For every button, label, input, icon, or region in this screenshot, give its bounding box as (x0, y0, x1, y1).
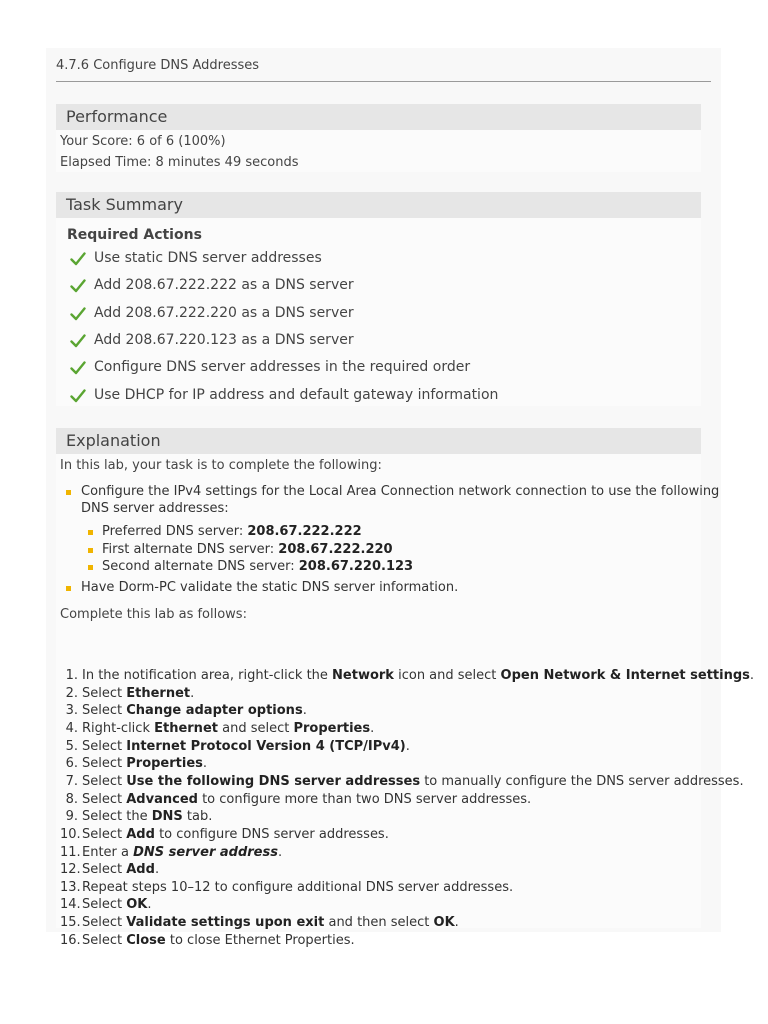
step-number: 8. (65, 791, 78, 807)
step-text: Select Add to configure DNS server addresses. (82, 826, 389, 842)
step-text: Repeat steps 10–12 to configure additional DNS server addresses. (82, 879, 514, 895)
required-action-label: Add 208.67.222.220 as a DNS server (94, 304, 354, 321)
dns-server-item: Preferred DNS server: 208.67.222.222 (102, 524, 362, 539)
step-text: Select OK. (82, 897, 152, 913)
step-text: Select Change adapter options. (82, 703, 307, 719)
check-icon (70, 389, 86, 403)
step-text: Select Add. (82, 862, 160, 878)
performance-box (56, 130, 701, 172)
required-action-label: Add 208.67.222.222 as a DNS server (94, 277, 354, 294)
breadcrumb: 4.7.6 Configure DNS Addresses (56, 58, 260, 73)
check-icon (70, 334, 86, 348)
step-text: In the notification area, right-click the Network icon and select Open Network & Internet settings. (82, 668, 755, 683)
step-number: 16. (60, 932, 81, 948)
step-text: Select Close to close Ethernet Properties. (82, 932, 355, 948)
check-icon (70, 307, 86, 321)
step-text: Select Properties. (82, 756, 208, 772)
bullet-validate: Have Dorm-PC validate the static DNS server information. (81, 580, 459, 595)
sub-bullet-marker (88, 530, 93, 535)
step-text: Right-click Ethernet and select Properties. (82, 720, 375, 736)
task-summary-heading: Task Summary (66, 195, 183, 214)
bullet-marker (66, 586, 71, 591)
performance-header (56, 104, 701, 130)
dns-server-item: First alternate DNS server: 208.67.222.220 (102, 541, 393, 557)
required-actions-title: Required Actions (67, 227, 202, 243)
complete-intro: Complete this lab as follows: (60, 607, 247, 622)
score-text: Your Score: 6 of 6 (100%) (60, 134, 226, 149)
explanation-intro: In this lab, your task is to complete the following: (60, 458, 382, 473)
task-summary-box (56, 218, 701, 406)
bullet-marker (66, 490, 71, 495)
step-number: 13. (60, 879, 81, 895)
elapsed-time-text: Elapsed Time: 8 minutes 49 seconds (60, 155, 299, 170)
step-number: 12. (60, 862, 81, 878)
step-number: 15. (60, 915, 81, 931)
required-action-label: Use DHCP for IP address and default gateway information (94, 386, 499, 403)
step-number: 2. (65, 685, 78, 701)
bullet-configure: Configure the IPv4 settings for the Local Area Connection network connection to use the following (81, 484, 720, 499)
task-summary-header (56, 192, 701, 218)
step-number: 14. (60, 897, 81, 913)
lab-report-card (46, 48, 755, 948)
step-text: Enter a DNS server address. (82, 844, 283, 860)
step-text: Select Validate settings upon exit and then select OK. (82, 915, 459, 931)
step-number: 9. (65, 809, 78, 825)
step-number: 7. (65, 773, 78, 789)
required-action-label: Use static DNS server addresses (94, 250, 322, 266)
bullet-configure-cont: DNS server addresses: (81, 501, 229, 516)
explanation-box (56, 454, 755, 948)
step-number: 1. (65, 668, 78, 683)
check-icon (70, 252, 86, 266)
sub-bullet-marker (88, 548, 93, 553)
step-text: Select the DNS tab. (82, 809, 213, 825)
divider (56, 81, 711, 82)
step-number: 4. (65, 720, 78, 736)
step-number: 5. (65, 738, 78, 754)
explanation-heading: Explanation (66, 431, 161, 450)
explanation-header (56, 428, 701, 454)
step-number: 6. (65, 756, 78, 772)
required-action-label: Configure DNS server addresses in the required order (94, 359, 471, 376)
dns-server-item: Second alternate DNS server: 208.67.220.123 (102, 559, 414, 574)
step-number: 11. (60, 844, 81, 860)
step-number: 3. (65, 703, 78, 719)
performance-heading: Performance (66, 107, 168, 126)
check-icon (70, 361, 86, 375)
step-text: Select Ethernet. (82, 685, 195, 701)
check-icon (70, 279, 86, 293)
step-text: Select Use the following DNS server addresses to manually configure the DNS server addresses. (82, 773, 744, 789)
sub-bullet-marker (88, 565, 93, 570)
required-action-label: Add 208.67.220.123 as a DNS server (94, 331, 354, 348)
step-text: Select Advanced to configure more than two DNS server addresses. (82, 791, 532, 807)
step-text: Select Internet Protocol Version 4 (TCP/IPv4). (82, 738, 410, 754)
step-number: 10. (60, 826, 81, 842)
